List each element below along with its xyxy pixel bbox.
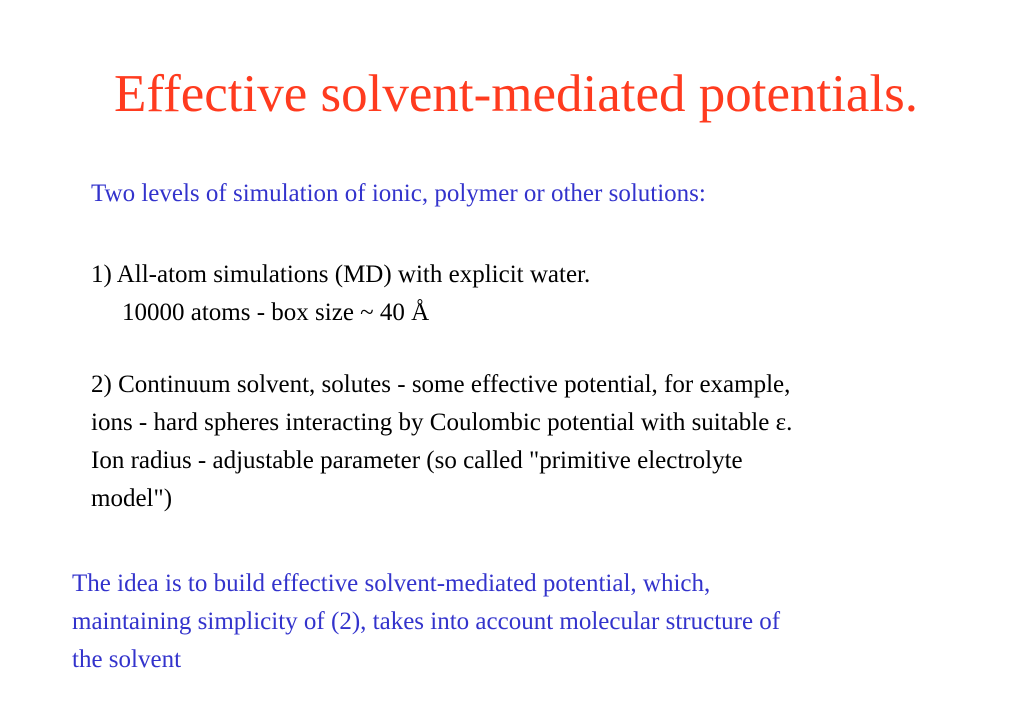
item-2-line-3: Ion radius - adjustable parameter (so called "primitive electrolyte xyxy=(91,447,743,474)
list-item-continuum xyxy=(91,366,991,518)
intro-text: Two levels of simulation of ionic, polymer or other solutions: xyxy=(91,180,706,207)
conclusion-line-1: The idea is to build effective solvent-mediated potential, which, xyxy=(72,570,711,597)
list-item-all-atom xyxy=(91,256,991,332)
item-1-line-2: 10000 atoms - box size ~ 40 Å xyxy=(122,299,430,326)
conclusion-line-2: maintaining simplicity of (2), takes into account molecular structure of xyxy=(72,608,781,635)
item-2-line-1: 2) Continuum solvent, solutes - some effective potential, for example, xyxy=(91,371,791,398)
conclusion-text xyxy=(72,565,1012,679)
slide-title: Effective solvent-mediated potentials. xyxy=(114,65,919,123)
item-2-line-4: model") xyxy=(91,485,173,512)
conclusion-line-3: the solvent xyxy=(72,646,182,673)
item-2-line-2: ions - hard spheres interacting by Coulombic potential with suitable ε. xyxy=(91,409,793,436)
item-1-line-1: 1) All-atom simulations (MD) with explicit water. xyxy=(91,261,591,288)
